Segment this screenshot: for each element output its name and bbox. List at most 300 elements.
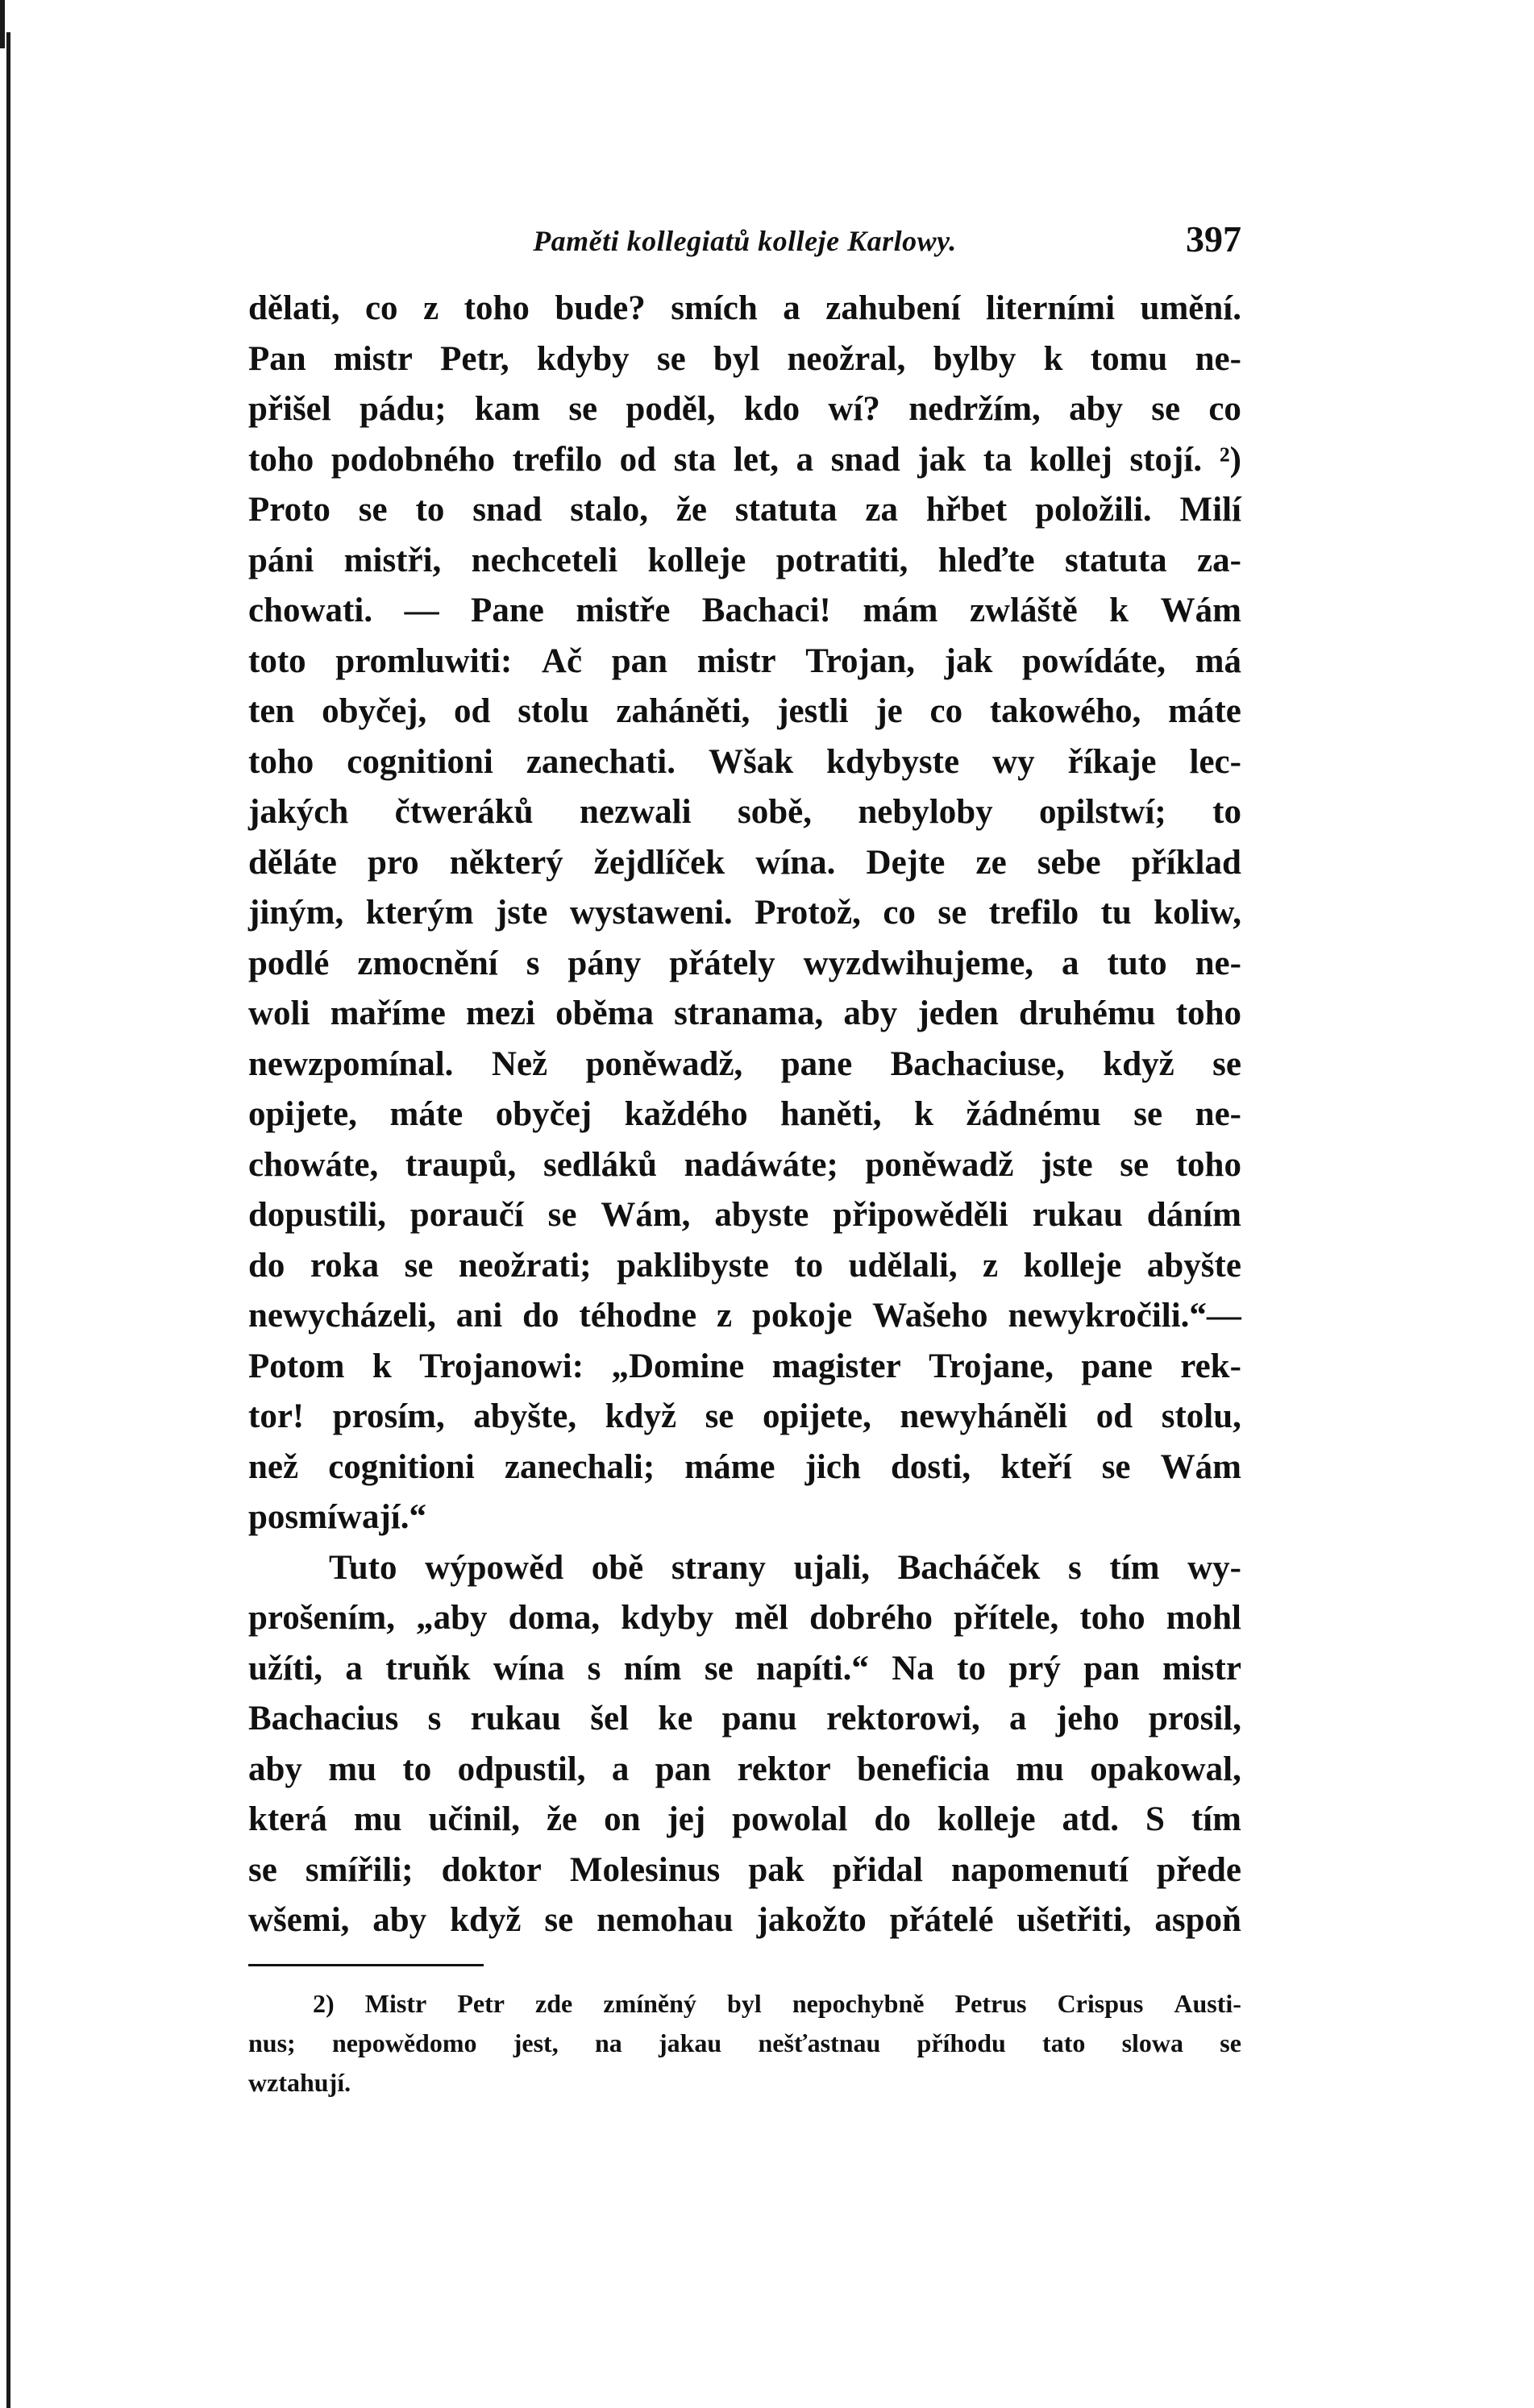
word: za- [1197,541,1241,579]
word: Petrus [954,1989,1027,2018]
word: se [358,491,388,529]
word: pan [655,1750,712,1788]
word: wyzdwihujeme, [803,944,1034,982]
word: že [546,1800,578,1838]
word: jeho [1055,1700,1120,1737]
text-line [248,737,1241,788]
word: toho [1175,1145,1241,1184]
word: to [415,491,445,529]
word: příhodu [917,2028,1006,2057]
word: má [1195,641,1241,680]
word: aspoň [1154,1901,1241,1939]
word: chowáte, [248,1145,379,1184]
word: rukau [470,1700,561,1737]
word: se [544,1901,574,1939]
word: stojí. [1129,440,1203,479]
text-line [248,1291,1241,1342]
word: položili. [1035,491,1152,529]
word: nadáwáte; [684,1145,838,1184]
footnote-line [248,1984,1241,2024]
word: jeden [917,994,999,1032]
word: Molesinus [569,1850,721,1889]
text-line [248,1543,1241,1594]
word: ujali, [793,1548,870,1587]
text-line [248,1040,1241,1090]
word: jak [944,641,993,680]
text-line [248,536,1241,587]
word: rektorowi, [826,1700,980,1737]
word: zaháněti, [616,692,750,730]
word: co [929,692,963,730]
word: za [865,491,898,529]
word: než [248,1447,299,1486]
word: mistr [1162,1649,1241,1688]
word: zmocnění [357,944,498,982]
word: máte [1168,692,1241,730]
word: se [705,1397,734,1435]
word: k [1043,339,1063,378]
text-line [248,1392,1241,1443]
word: Petr [457,1989,505,2018]
word: aby [1069,390,1123,428]
text-line [248,1694,1241,1745]
word: aby [248,1750,302,1788]
word: newzpomínal. [248,1044,454,1083]
word: tuto [1107,944,1167,982]
word: dopustili, [248,1196,386,1234]
word: ne- [1195,944,1241,982]
word: přátely [669,944,775,982]
page-header [248,218,1241,266]
text-line [248,838,1241,889]
word: tím [1109,1548,1160,1587]
word: Wám [1160,592,1241,629]
word: let, [733,440,779,479]
word: se [568,390,598,428]
word: s [1067,1548,1082,1587]
word: když [605,1397,677,1435]
word: tím [1191,1800,1241,1838]
word: cognitioni [347,742,493,781]
word: co [1208,390,1241,428]
word: přidal [832,1850,923,1889]
word: se [547,1196,577,1234]
word: pány [567,944,642,982]
word: pádu; [359,390,447,428]
word: máme [684,1447,775,1486]
word: z [423,289,439,327]
word: napíti.“ [756,1649,869,1688]
word: pan [1083,1649,1140,1688]
text-line [248,334,1241,385]
word: oběma [555,994,654,1032]
word: Pane [471,592,544,629]
text-line [248,939,1241,990]
text-line [248,787,1241,838]
word: mistr [333,339,413,378]
word: on [604,1800,641,1838]
word: a [796,440,814,479]
word: roka [310,1246,380,1285]
word: na [594,2028,622,2057]
word: páni [248,541,314,579]
word: to [794,1246,824,1285]
word: se [937,894,967,932]
word: wy [992,742,1035,781]
word: která [248,1800,327,1838]
word: jich [804,1447,861,1486]
word: 2) [313,1989,335,2018]
word: s [587,1649,601,1688]
text-line [248,384,1241,435]
word: Dejte [866,843,946,882]
word: Bachacius [248,1700,399,1737]
word: odpustil, [457,1750,586,1788]
word: powolal [732,1800,848,1838]
word: potratiti, [775,541,908,579]
text-line: posmíwají.“ [248,1498,426,1536]
word: statuta [734,491,838,529]
word: to [957,1649,986,1688]
word: trefilo [988,894,1079,932]
word: ten [248,692,295,730]
word: prosím, [332,1397,445,1435]
word: toho [464,289,530,327]
footnote [248,1984,1241,2103]
word: truňk [385,1649,471,1688]
word: nezwali [580,793,692,831]
word: maříme [330,994,446,1032]
word: Trojanowi: [419,1347,584,1385]
word: jste [495,894,548,932]
word: jiným, [248,894,344,932]
word: pro [367,843,419,882]
word: obyčej [495,1095,592,1133]
word: ke [658,1700,693,1737]
word: a [611,1750,630,1788]
word: tor! [248,1397,305,1435]
text-line [248,284,1241,334]
text-line [248,989,1241,1040]
word: nepochybně [792,1989,925,2018]
word: pane [1081,1347,1153,1385]
word: smích [671,289,758,327]
word: opijete, [762,1397,871,1435]
word: beneficia [857,1750,990,1788]
word: a [1062,944,1079,982]
word: se [248,1850,277,1889]
word: děláte [248,843,337,882]
word: stranama, [674,994,824,1032]
word: dělati, [248,289,340,327]
word: Mistr [364,1989,427,2018]
word: podobného [330,440,496,479]
text-line [248,1845,1241,1896]
word: poděl, [626,390,716,428]
word: newykročili.“— [1008,1297,1241,1335]
word: stolu, [1161,1397,1241,1435]
word: kdyby [621,1599,714,1637]
word: abyšte [1146,1246,1241,1285]
word: Austi- [1174,1989,1241,2018]
word: z [983,1246,999,1285]
word: jak [917,440,967,479]
word: co [364,289,398,327]
word: doma, [508,1599,601,1637]
scan-edge-top [0,0,32,48]
word: statuta [1065,541,1167,579]
word: snad [472,491,543,529]
word: opakowal, [1090,1750,1241,1788]
word: žejdlíček [593,843,725,882]
footnote-line: wztahují. [248,2068,351,2097]
word: každého [624,1095,748,1133]
word: Trojan, [805,641,916,680]
word: Pan [248,339,306,378]
word: pokoje [752,1297,853,1335]
word: stolu [518,692,589,730]
word: pan [611,641,668,680]
text-line [248,1644,1241,1695]
word: Milí [1179,491,1241,529]
word: prý [1008,1649,1061,1688]
word: opilstwí; [1039,793,1166,831]
word: přišel [248,390,331,428]
word: hleďte [937,541,1035,579]
word: Na [892,1649,934,1688]
word: lec- [1189,742,1241,781]
word: kolleje [1023,1246,1122,1285]
word: byl [713,339,760,378]
word: se [704,1649,734,1688]
word: zwláště [969,592,1078,629]
word: powídáte, [1022,641,1166,680]
word: tato [1042,2028,1086,2057]
word: aby [843,994,898,1032]
word: takowého, [989,692,1141,730]
word: zde [535,1989,573,2018]
word: některý [449,843,563,882]
word: atd. [1062,1800,1120,1838]
word: poněwadž [865,1145,1014,1184]
word: stalo, [570,491,648,529]
body-text [248,284,1241,1946]
word: s [427,1700,442,1737]
word: ta [983,440,1012,479]
word: promluwiti: [335,641,513,680]
word: obě [591,1548,644,1587]
word: do [522,1297,559,1335]
word: koliw, [1154,894,1241,932]
word: — [404,592,439,629]
word: se [404,1246,434,1285]
word: traupů, [405,1145,517,1184]
word: zmíněný [603,1989,696,2018]
word: se [1101,1447,1131,1486]
footnote-rule [248,1964,484,1966]
word: cognitioni [328,1447,475,1486]
word: mu [1016,1750,1064,1788]
word: Protož, [755,894,861,932]
word: jej [667,1800,706,1838]
word: a [345,1649,363,1688]
word: od [1095,1397,1133,1435]
word: snad [830,440,900,479]
word: nemohau [597,1901,734,1939]
word: Tuto [329,1548,397,1587]
word: neožrati; [458,1246,592,1285]
word: dosti, [890,1447,971,1486]
word: wy- [1187,1548,1241,1587]
word: když [1103,1044,1174,1083]
word: magister [771,1347,901,1385]
word: sebe [1037,843,1101,882]
word: měl [734,1599,788,1637]
word: jakau [658,2028,722,2057]
word: že [676,491,708,529]
word: udělali, [848,1246,958,1285]
word: doktor [441,1850,542,1889]
word: a [783,289,800,327]
word: kdybyste [826,742,960,781]
word: strany [671,1548,766,1587]
word: ani [455,1297,503,1335]
word: kollej [1029,440,1112,479]
word: Bachaciuse, [890,1044,1065,1083]
word: mistře [576,592,671,629]
word: k [372,1347,392,1385]
word: se [1151,390,1181,428]
word: umění. [1140,289,1241,327]
word: Potom [248,1347,345,1385]
text-line [248,1140,1241,1191]
word: připowěděli [833,1196,1008,1234]
word: kterým [365,894,474,932]
text-line [248,687,1241,737]
word: přede [1156,1850,1241,1889]
word: do [874,1800,911,1838]
word: Proto [248,491,330,529]
word: mohl [1166,1599,1241,1637]
word: Trojane, [929,1347,1054,1385]
word: ne- [1195,1095,1241,1133]
word: z [717,1297,733,1335]
word: newycházeli, [248,1297,436,1335]
word: woli [248,994,310,1032]
word: toho [1175,994,1241,1032]
text-line [248,1342,1241,1393]
word: k [1109,592,1129,629]
word: zanechati. [526,742,676,781]
word: sedláků [543,1145,657,1184]
word: pane [780,1044,853,1083]
word: nešťastnau [758,2028,881,2057]
word: co [883,894,916,932]
word: to [402,1750,432,1788]
word: mistr [696,641,776,680]
text-line [248,1241,1241,1292]
word: abyšte, [473,1397,577,1435]
word: téhodne [579,1297,697,1335]
word: když [450,1901,522,1939]
word: k [914,1095,933,1133]
word: haněti, [780,1095,882,1133]
word: toho [1079,1599,1145,1637]
word: Ač [541,641,583,680]
word: do [248,1246,285,1285]
word: jest, [513,2028,559,2057]
word: Wašeho [872,1297,988,1335]
word: mistři, [343,541,442,579]
word: kam [474,390,541,428]
word: od [454,692,491,730]
word: kdyby [536,339,630,378]
word: prošením, [248,1599,395,1637]
word: nechceteli [471,541,618,579]
word: newyháněli [900,1397,1068,1435]
text-line [248,1795,1241,1845]
running-title: Paměti kollegiatů kolleje Karlowy. [533,225,957,257]
text-line [248,1593,1241,1644]
word: wýpowěd [425,1548,564,1587]
text-line [248,1745,1241,1796]
word: panu [721,1700,797,1737]
scan-edge [6,32,10,2408]
word: hřbet [925,491,1008,529]
word: paklibyste [617,1246,769,1285]
word: se [1120,1145,1149,1184]
word: ním [623,1649,682,1688]
word: užíti, [248,1649,322,1688]
word: je [875,692,903,730]
word: žádnému [966,1095,1101,1133]
word: mám [863,592,938,629]
word: se [1133,1095,1163,1133]
word: zanechali; [504,1447,655,1486]
word: jestli [777,692,849,730]
word: Wšak [708,742,794,781]
word: podlé [248,944,330,982]
word: tu [1100,894,1132,932]
word: šel [590,1700,630,1737]
word: bude? [555,289,646,327]
word: rukau [1032,1196,1123,1234]
word: Bacháček [897,1548,1041,1587]
word: dobrého [809,1599,933,1637]
word: kdo [743,390,800,428]
text-line [248,435,1241,486]
word: Wám, [601,1196,691,1234]
word: poraučí [409,1196,524,1234]
word: trefilo [512,440,603,479]
word: Než [491,1044,548,1083]
word: rek- [1180,1347,1241,1385]
word: nebyloby [858,793,993,831]
word: kolleje [647,541,746,579]
word: literními [986,289,1116,327]
word: bylby [933,339,1016,378]
text-line [248,1190,1241,1241]
word: prosil, [1148,1700,1241,1737]
word: mu [328,1750,377,1788]
word: wšemi, [248,1901,350,1939]
word: kteří [1000,1447,1072,1486]
word: přátelé [889,1901,994,1939]
word: „aby [416,1599,488,1637]
word: wína. [755,843,836,882]
word: jakožto [756,1901,867,1939]
word: to [1212,793,1241,831]
